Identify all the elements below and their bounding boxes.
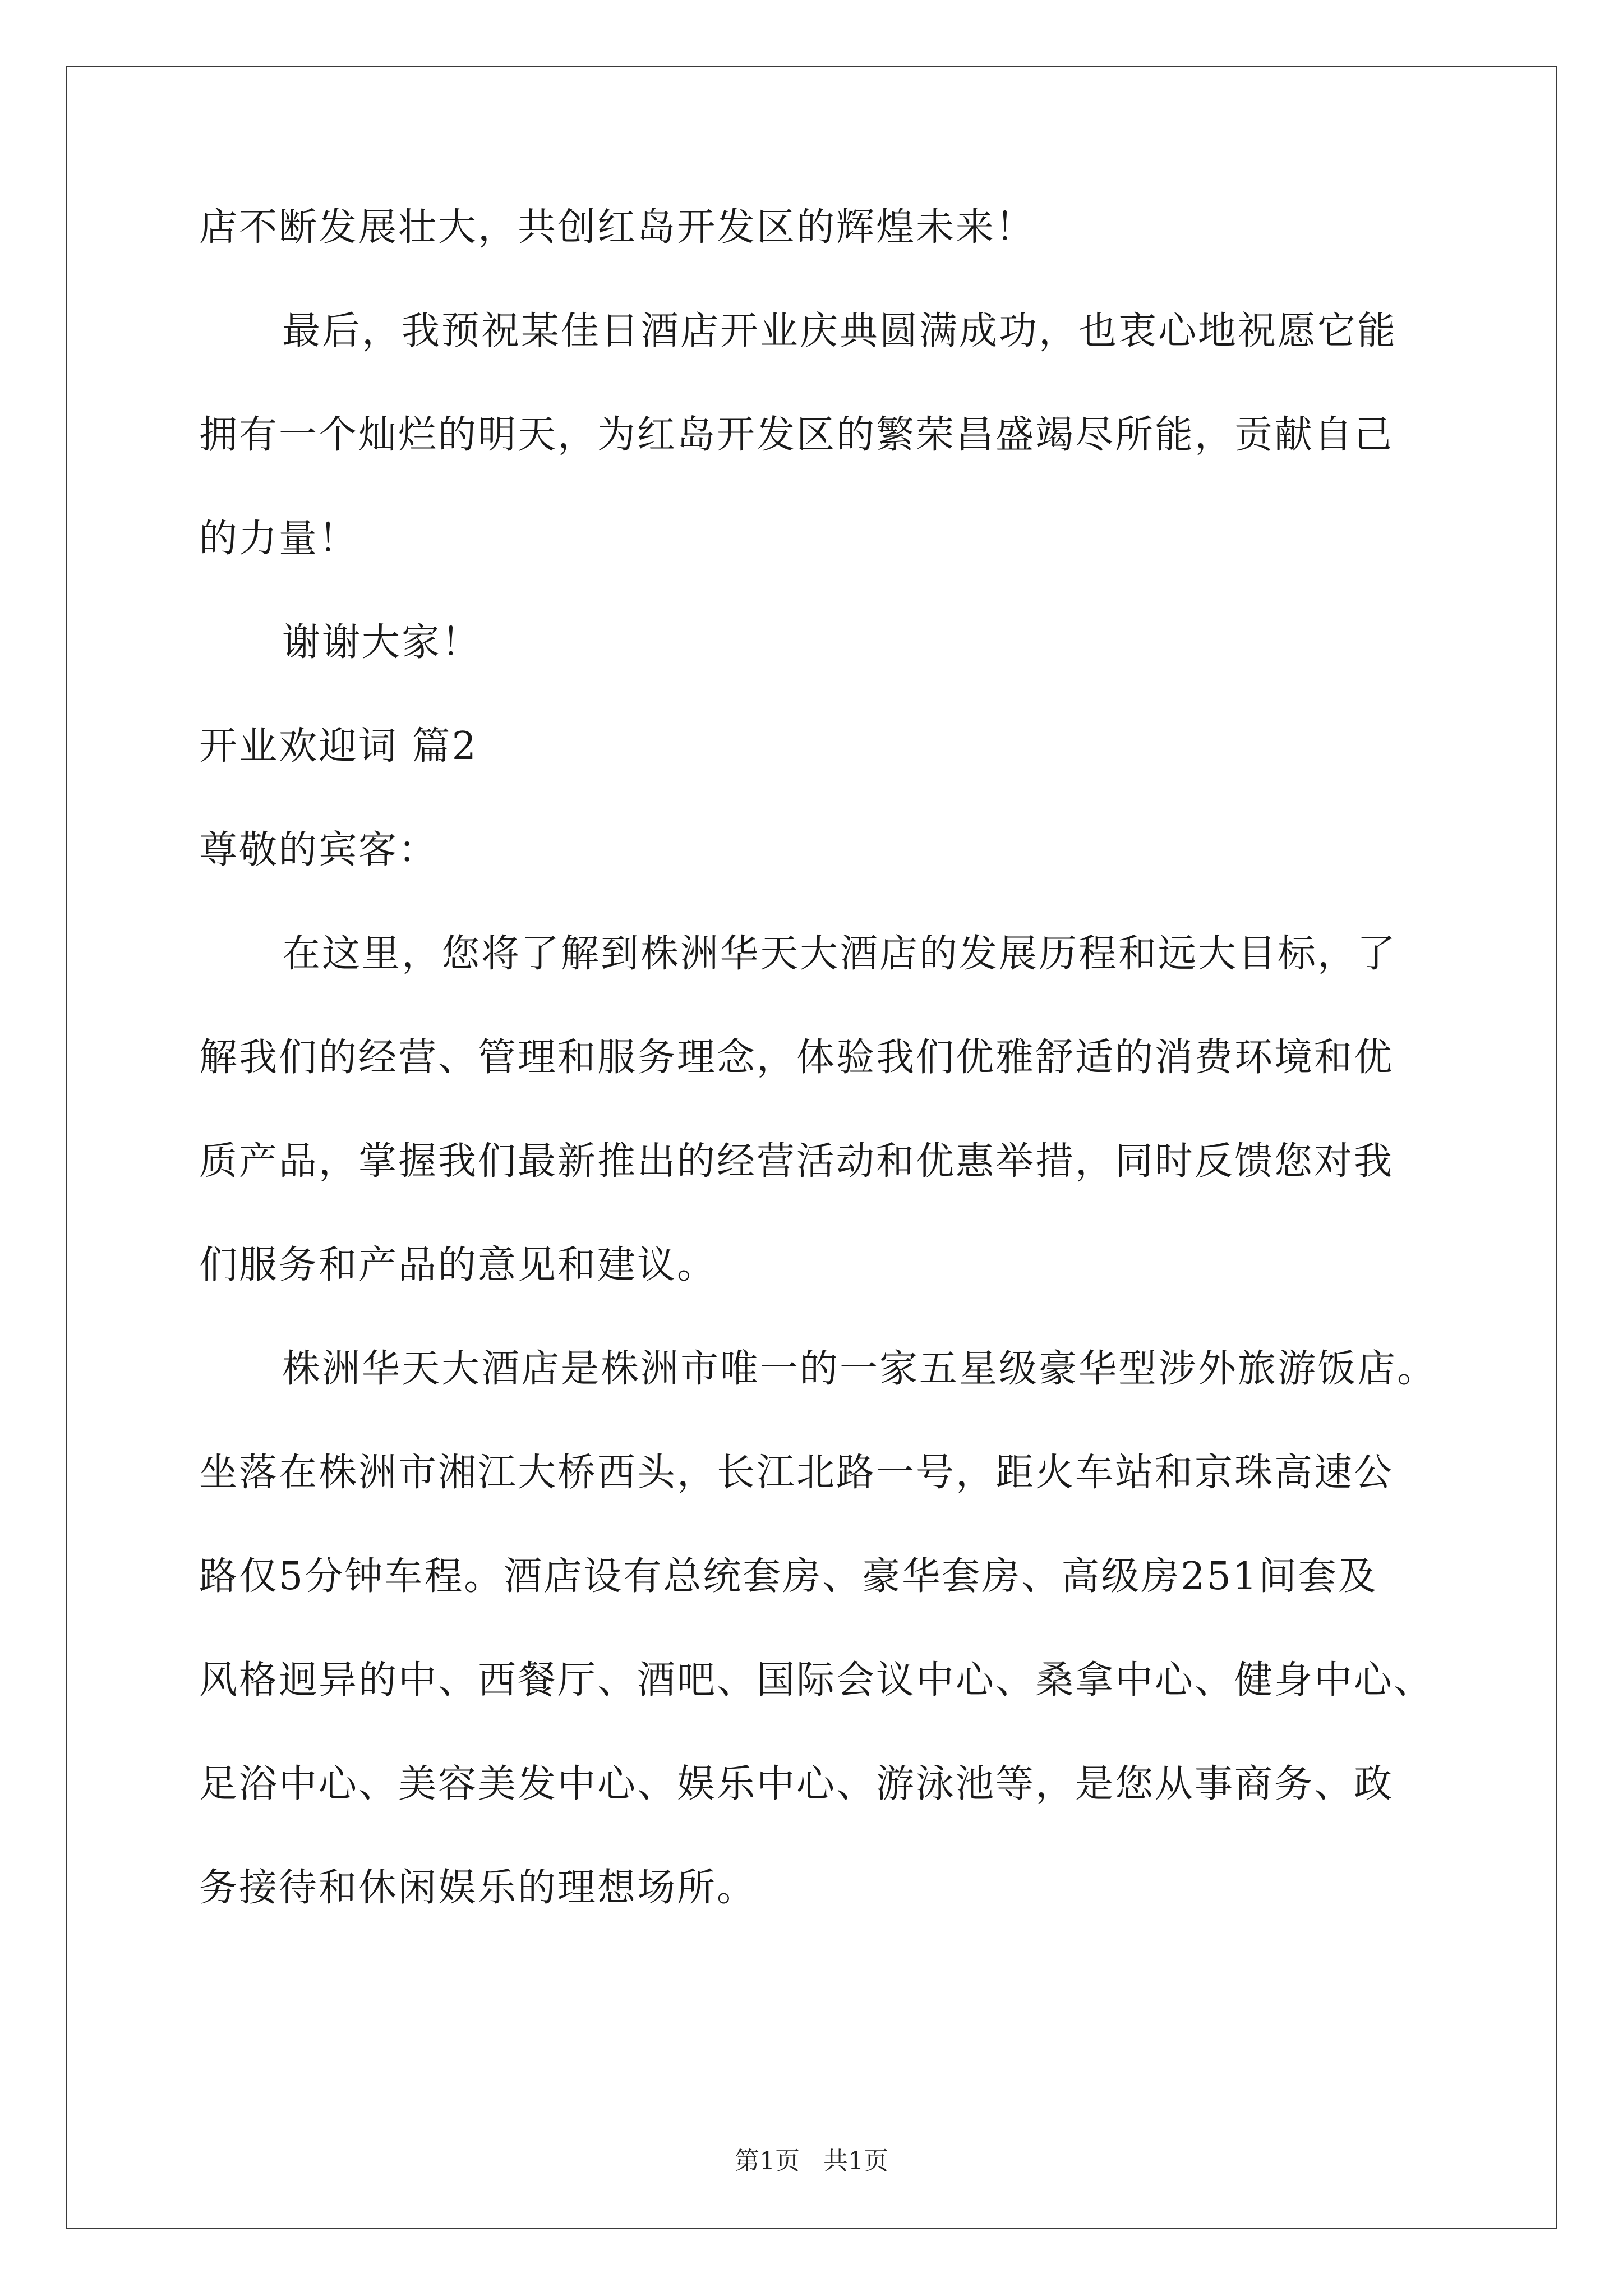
paragraph-line: 务接待和休闲娱乐的理想场所。 <box>199 1866 757 1910</box>
paragraph-line: 坐落在株洲市湘江大桥西头，长江北路一号，距火车站和京珠高速公 <box>199 1451 1394 1495</box>
paragraph-line: 最后，我预祝某佳日酒店开业庆典圆满成功，也衷心地祝愿它能 <box>282 309 1398 353</box>
paragraph-line: 路仅5分钟车程。酒店设有总统套房、豪华套房、高级房251间套及 <box>199 1554 1378 1599</box>
paragraph-line: 们服务和产品的意见和建议。 <box>199 1243 717 1287</box>
paragraph-line: 质产品，掌握我们最新推出的经营活动和优惠举措，同时反馈您对我 <box>199 1139 1394 1184</box>
paragraph-line: 谢谢大家！ <box>282 620 482 665</box>
section-heading: 开业欢迎词 篇2 <box>199 724 478 769</box>
paragraph-line: 解我们的经营、管理和服务理念，体验我们优雅舒适的消费环境和优 <box>199 1036 1394 1080</box>
paragraph-line: 株洲华天大酒店是株洲市唯一的一家五星级豪华型涉外旅游饭店。 <box>282 1347 1437 1391</box>
paragraph-line: 足浴中心、美容美发中心、娱乐中心、游泳池等，是您从事商务、政 <box>199 1762 1394 1806</box>
paragraph-line: 店不断发展壮大，共创红岛开发区的辉煌未来！ <box>199 205 1036 250</box>
paragraph-line: 风格迥异的中、西餐厅、酒吧、国际会议中心、桑拿中心、健身中心、 <box>199 1658 1434 1703</box>
paragraph-line: 的力量！ <box>199 517 359 561</box>
salutation: 尊敬的宾客： <box>199 828 439 872</box>
page-footer: 第1页 共1页 <box>735 2147 888 2175</box>
paragraph-line: 在这里，您将了解到株洲华天大酒店的发展历程和远大目标，了 <box>282 932 1398 976</box>
paragraph-line: 拥有一个灿烂的明天，为红岛开发区的繁荣昌盛竭尽所能，贡献自己 <box>199 413 1394 457</box>
